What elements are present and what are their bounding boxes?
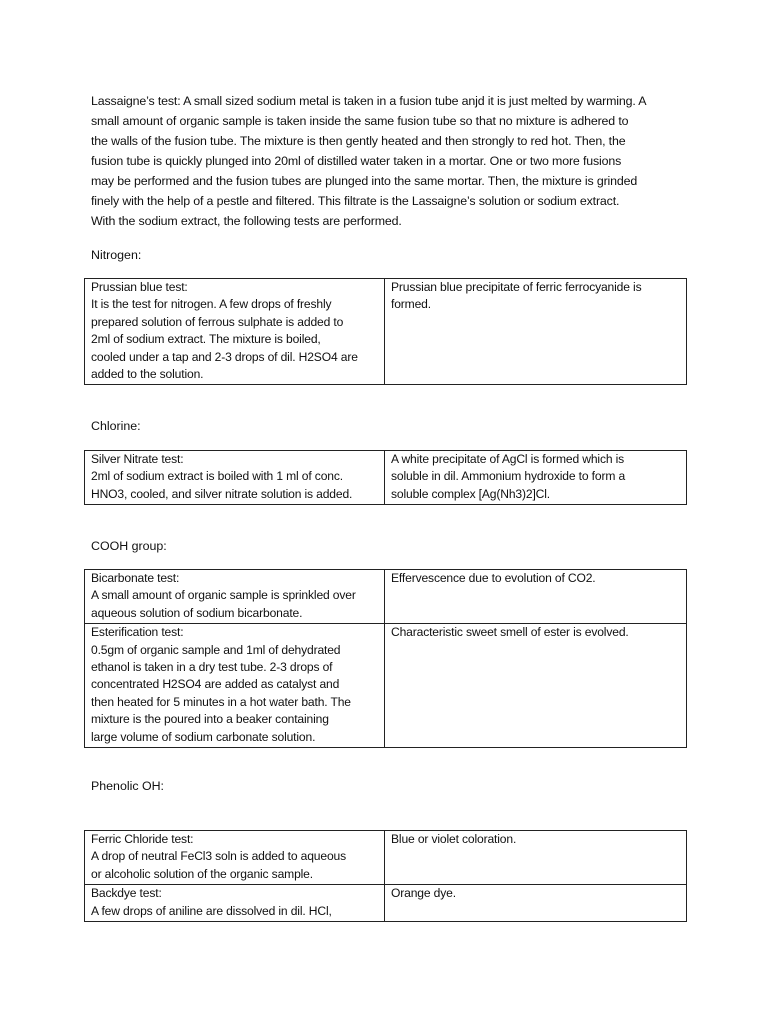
result-line: Characteristic sweet smell of ester is evolved. [391,625,629,640]
nitrogen-heading: Nitrogen: [91,248,142,262]
test-procedure-cell [85,279,385,385]
table-row [85,831,687,885]
procedure-line: A small amount of organic sample is sprinkled over [91,588,356,603]
phenolic-heading: Phenolic OH: [91,779,165,793]
chlorine-table [84,450,687,505]
cooh-heading: COOH group: [91,539,167,553]
test-procedure-cell [85,451,385,505]
nitrogen-table [84,278,687,385]
test-procedure-cell [85,831,385,885]
procedure-line: 2ml of sodium extract. The mixture is boiled, [91,332,321,347]
procedure-line: or alcoholic solution of the organic sample. [91,866,313,881]
intro-line: small amount of organic sample is taken inside the same fusion tube so that no mixture is adhered to [91,114,629,128]
procedure-line: concentrated H2SO4 are added as catalyst and [91,677,340,692]
test-procedure-cell [85,570,385,624]
intro-line: Lassaigne’s test: A small sized sodium metal is taken in a fusion tube anjd it is just melted by warming. A [91,94,647,108]
table-row [85,570,687,624]
test-procedure-cell [85,885,385,922]
test-title: Silver Nitrate test: [91,452,184,466]
test-title: Bicarbonate test: [91,571,180,585]
test-result-cell [385,451,687,505]
procedure-line: It is the test for nitrogen. A few drops of freshly [91,297,332,312]
procedure-line: mixture is the poured into a beaker containing [91,712,329,727]
procedure-line: aqueous solution of sodium bicarbonate. [91,605,303,620]
procedure-line: then heated for 5 minutes in a hot water bath. The [91,694,351,709]
test-title: Backdye test: [91,886,162,901]
intro-line: With the sodium extract, the following tests are performed. [91,214,402,228]
chlorine-heading: Chlorine: [91,419,141,433]
result-line: A white precipitate of AgCl is formed which is [391,452,625,466]
procedure-line: prepared solution of ferrous sulphate is added to [91,314,344,329]
procedure-line: HNO3, cooled, and silver nitrate solution is added. [91,486,353,501]
table-row [85,279,687,385]
result-line: Orange dye. [391,886,456,901]
table-row [85,624,687,748]
table-row [85,885,687,922]
test-result-cell [385,570,687,624]
intro-line: fusion tube is quickly plunged into 20ml of distilled water taken in a mortar. One or two more fusions [91,154,622,168]
phenolic-table [84,830,687,922]
intro-paragraph [91,91,687,231]
test-title: Ferric Chloride test: [91,832,194,846]
test-result-cell [385,831,687,885]
test-result-cell [385,279,687,385]
test-title: Prussian blue test: [91,280,188,294]
procedure-line: cooled under a tap and 2-3 drops of dil. H2SO4 are [91,349,358,364]
intro-line: finely with the help of a pestle and filtered. This filtrate is the Lassaigne’s solution or sodium extract. [91,194,620,208]
result-line: Blue or violet coloration. [391,832,517,846]
result-line: Effervescence due to evolution of CO2. [391,571,596,585]
procedure-line: 2ml of sodium extract is boiled with 1 ml of conc. [91,469,343,484]
table-row [85,451,687,505]
procedure-line: added to the solution. [91,367,204,382]
test-result-cell [385,885,687,922]
cooh-table [84,569,687,748]
test-procedure-cell [85,624,385,748]
test-result-cell [385,624,687,748]
procedure-line: A drop of neutral FeCl3 soln is added to aqueous [91,849,347,864]
procedure-line: large volume of sodium carbonate solution. [91,729,316,744]
result-line: Prussian blue precipitate of ferric ferrocyanide is [391,280,642,294]
procedure-line: ethanol is taken in a dry test tube. 2-3 drops of [91,660,333,675]
intro-line: the walls of the fusion tube. The mixture is then gently heated and then strongly to red hot. Then, the [91,134,626,148]
result-line: soluble complex [Ag(Nh3)2]Cl. [391,486,550,501]
procedure-line: A few drops of aniline are dissolved in dil. HCl, [91,903,332,918]
procedure-line: 0.5gm of organic sample and 1ml of dehydrated [91,642,341,657]
test-title: Esterification test: [91,625,184,640]
result-line: formed. [391,297,431,312]
result-line: soluble in dil. Ammonium hydroxide to form a [391,469,626,484]
intro-line: may be performed and the fusion tubes are plunged into the same mortar. Then, the mixture is grinded [91,174,638,188]
